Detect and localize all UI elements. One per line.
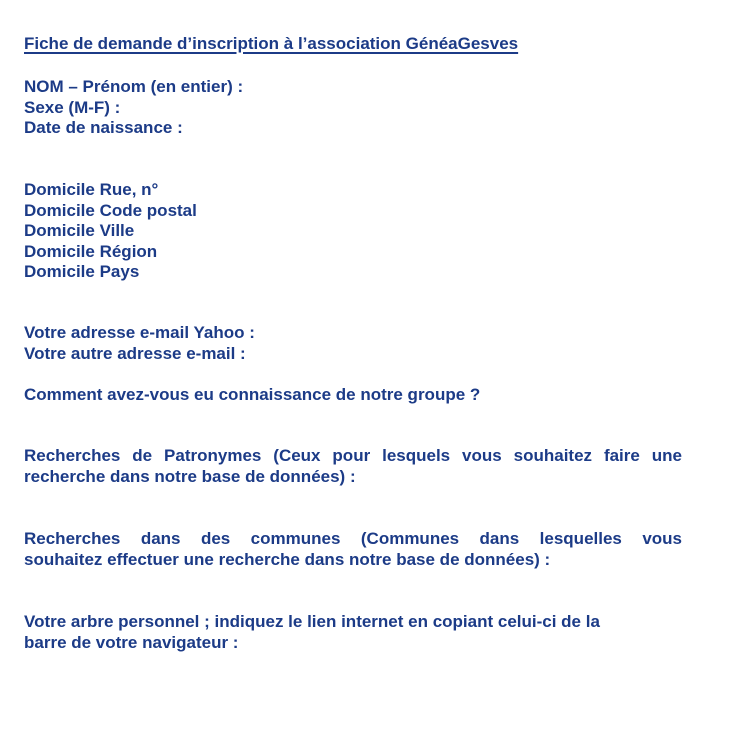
field-label-domicile-rue: Domicile Rue, n° — [24, 180, 159, 199]
field-label-domicile-region: Domicile Région — [24, 241, 158, 261]
field-label-domicile-pays: Domicile Pays — [24, 262, 140, 281]
field-label-nom-prenom: NOM – Prénom (en entier) : — [24, 77, 244, 96]
field-label-sexe: Sexe (M-F) : — [24, 97, 121, 117]
patronymes-line-1: Recherches de Patronymes (Ceux pour lesquels vous souhaitez faire une — [24, 446, 682, 465]
patronymes-line-2: recherche dans notre base de données) : — [24, 466, 356, 486]
identity-section — [24, 77, 243, 139]
address-section — [24, 180, 197, 283]
page-title: Fiche de demande d’inscription à l’association GénéaGesves — [24, 34, 519, 53]
patronymes-section — [24, 446, 682, 487]
field-label-date-naissance: Date de naissance : — [24, 118, 183, 137]
email-section — [24, 323, 255, 364]
communes-line-2: souhaitez effectuer une recherche dans notre base de données) : — [24, 549, 551, 569]
field-label-email-autre: Votre autre adresse e-mail : — [24, 343, 246, 363]
field-label-email-yahoo: Votre adresse e-mail Yahoo : — [24, 323, 255, 342]
question-section — [24, 385, 480, 406]
arbre-section — [24, 612, 600, 653]
field-label-domicile-ville: Domicile Ville — [24, 221, 135, 240]
question-connaissance-groupe: Comment avez-vous eu connaissance de notre groupe ? — [24, 385, 481, 404]
field-label-domicile-code-postal: Domicile Code postal — [24, 200, 197, 220]
arbre-line-2: barre de votre navigateur : — [24, 632, 239, 652]
communes-line-1: Recherches dans des communes (Communes dans lesquelles vous — [24, 529, 682, 548]
arbre-line-1: Votre arbre personnel ; indiquez le lien internet en copiant celui-ci de la — [24, 612, 600, 631]
communes-section — [24, 529, 682, 570]
title-block — [24, 34, 518, 55]
